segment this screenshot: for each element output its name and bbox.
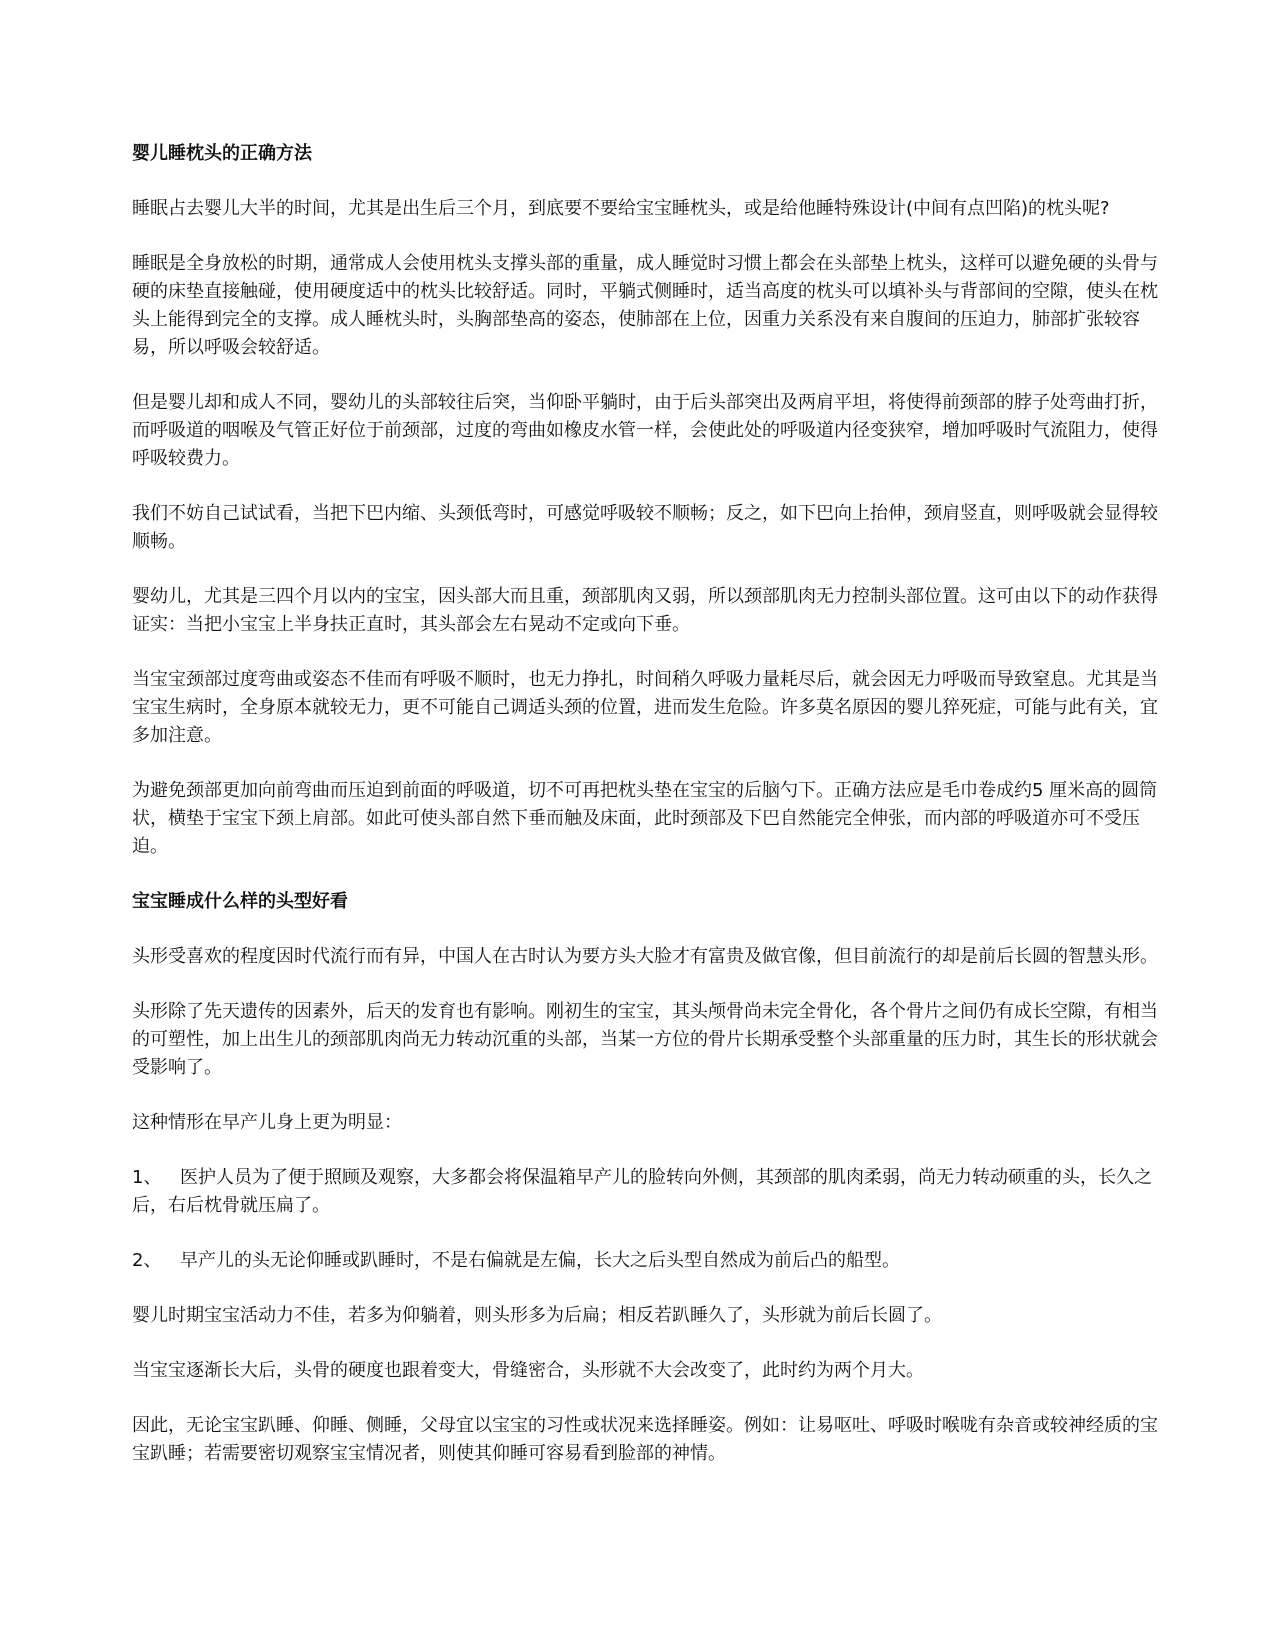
paragraph: 我们不妨自己试试看，当把下巴内缩、头颈低弯时，可感觉呼吸较不顺畅；反之，如下巴向上抬伸，颈肩竖直，则呼吸就会显得较顺畅。 [132,503,1158,552]
section-heading: 婴儿睡枕头的正确方法 [132,143,312,164]
list-number: 2、 [132,1250,162,1271]
document-page [132,140,1162,1495]
paragraph: 头形受喜欢的程度因时代流行而有异，中国人在古时认为要方头大脸才有富贵及做官像，但目前流行的却是前后长圆的智慧头形。 [132,946,1158,967]
paragraph: 因此，无论宝宝趴睡、仰睡、侧睡，父母宜以宝宝的习性或状况来选择睡姿。例如：让易呕吐、呼吸时喉咙有杂音或较神经质的宝宝趴睡；若需要密切观察宝宝情况者，则使其仰睡可容易看到脸部的神情。 [132,1415,1158,1464]
list-item [132,1247,1162,1275]
paragraph: 这种情形在早产儿身上更为明显： [132,1112,402,1133]
section-heading: 宝宝睡成什么样的头型好看 [132,891,348,912]
paragraph: 睡眠是全身放松的时期，通常成人会使用枕头支撑头部的重量，成人睡觉时习惯上都会在头部垫上枕头，这样可以避免硬的头骨与硬的床垫直接触碰，使用硬度适中的枕头比较舒适。同时，平躺式侧睡时，适当高度的枕头可以填补头与背部间的空隙，使头在枕头上能得到完全的支撑。成人睡枕头时，头胸部垫高的姿态，使肺部在上位，因重力关系没有来自腹间的压迫力，肺部扩张较容易，所以呼吸会较舒适。 [132,253,1158,358]
paragraph: 睡眠占去婴儿大半的时间，尤其是出生后三个月，到底要不要给宝宝睡枕头，或是给他睡特殊设计(中间有点凹陷)的枕头呢? [132,198,1110,219]
paragraph: 婴幼儿，尤其是三四个月以内的宝宝，因头部大而且重，颈部肌肉又弱，所以颈部肌肉无力控制头部位置。这可由以下的动作获得证实：当把小宝宝上半身扶正直时，其头部会左右晃动不定或向下垂。 [132,586,1158,635]
paragraph: 当宝宝逐渐长大后，头骨的硬度也跟着变大，骨缝密合，头形就不大会改变了，此时约为两个月大。 [132,1360,924,1381]
list-item [132,1164,1162,1220]
paragraph: 但是婴儿却和成人不同，婴幼儿的头部较往后突，当仰卧平躺时，由于后头部突出及两肩平坦，将使得前颈部的脖子处弯曲打折，而呼吸道的咽喉及气管正好位于前颈部，过度的弯曲如橡皮水管一样，会使此处的呼吸道内径变狭窄，增加呼吸时气流阻力，使得呼吸较费力。 [132,392,1158,469]
list-text: 早产儿的头无论仰睡或趴睡时，不是右偏就是左偏，长大之后头型自然成为前后凸的船型。 [180,1250,900,1271]
paragraph: 婴儿时期宝宝活动力不佳，若多为仰躺着，则头形多为后扁；相反若趴睡久了，头形就为前后长圆了。 [132,1305,942,1326]
list-text: 医护人员为了便于照顾及观察，大多都会将保温箱早产儿的脸转向外侧，其颈部的肌肉柔弱，尚无力转动硕重的头，长久之后，右后枕骨就压扁了。 [132,1167,1152,1216]
paragraph: 当宝宝颈部过度弯曲或姿态不佳而有呼吸不顺时，也无力挣扎，时间稍久呼吸力量耗尽后，就会因无力呼吸而导致窒息。尤其是当宝宝生病时，全身原本就较无力，更不可能自己调适头颈的位置，进而发生危险。许多莫名原因的婴儿猝死症，可能与此有关，宜多加注意。 [132,669,1158,746]
paragraph: 头形除了先天遗传的因素外，后天的发育也有影响。刚初生的宝宝，其头颅骨尚未完全骨化，各个骨片之间仍有成长空隙，有相当的可塑性，加上出生儿的颈部肌肉尚无力转动沉重的头部，当某一方位的骨片长期承受整个头部重量的压力时，其生长的形状就会受影响了。 [132,1001,1158,1078]
paragraph: 为避免颈部更加向前弯曲而压迫到前面的呼吸道，切不可再把枕头垫在宝宝的后脑勺下。正确方法应是毛巾卷成约5 厘米高的圆筒状，横垫于宝宝下颈上肩部。如此可使头部自然下垂而触及床面，此时颈部及下巴自然能完全伸张，而内部的呼吸道亦可不受压迫。 [132,780,1158,857]
list-number: 1、 [132,1167,162,1188]
